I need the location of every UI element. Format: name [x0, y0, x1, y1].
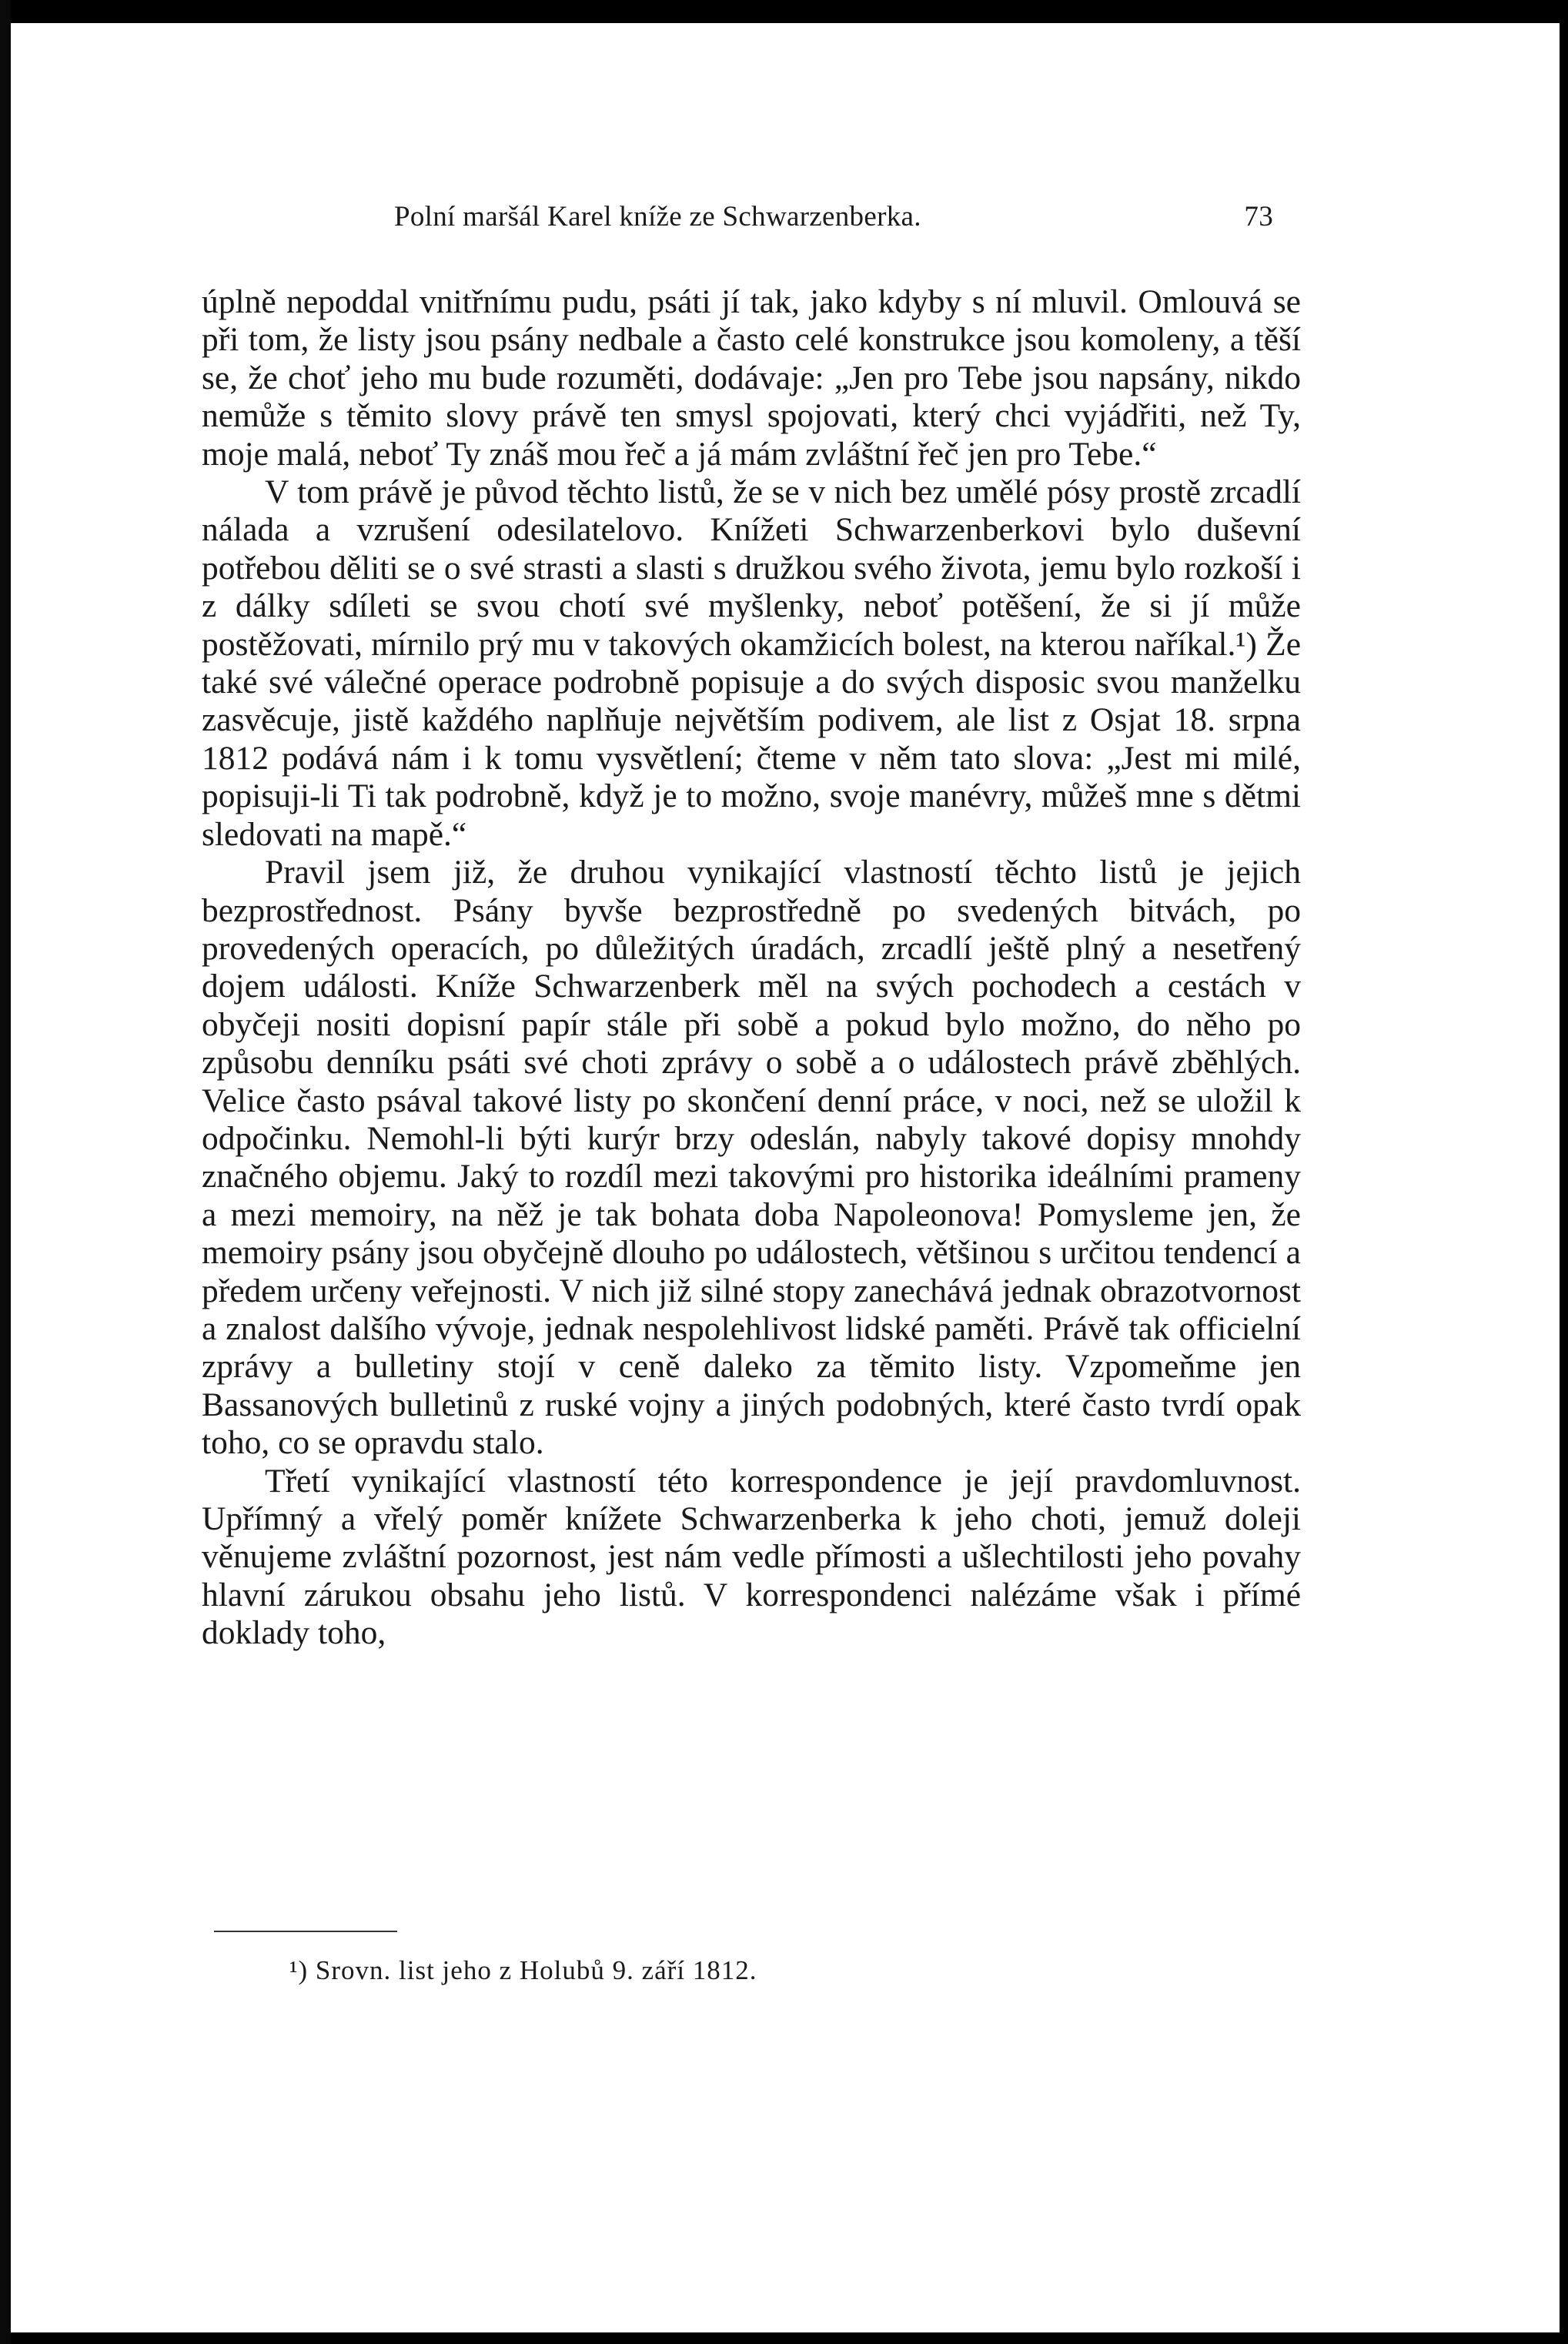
footnote-separator	[214, 1931, 397, 1932]
paragraph-1: úplně nepoddal vnitřnímu pudu, psáti jí tak, jako kdyby s ní mluvil. Omlouvá se při tom, že listy jsou psány nedbale a často celé konstrukce jsou komoleny, a těší se, že choť jeho mu bude rozuměti, dodávaje: „Jen pro Tebe jsou napsány, nikdo nemůže s těmito slovy právě ten smysl spojovati, který chci vyjádřiti, než Ty, moje malá, neboť Ty znáš mou řeč a já mám zvláštní řeč jen pro Tebe.“	[202, 283, 1301, 473]
paragraph-3: Pravil jsem již, že druhou vynikající vlastností těchto listů je jejich bezprostřednost. Psány byvše bezprostředně po svedených bitvách, po provedených operacích, po důležitých úradách, zrcadlí ještě plný a nesetřený dojem události. Kníže Schwarzenberk měl na svých pochodech a cestách v obyčeji nositi dopisní papír stále při sobě a pokud bylo možno, do něho po způsobu denníku psáti své choti zprávy o sobě a o událostech právě zběhlých. Velice často psával takové listy po skončení denní práce, v noci, než se uložil k odpočinku. Nemohl-li býti kurýr brzy odeslán, nabyly takové dopisy mnohdy značného objemu. Jaký to rozdíl mezi takovými pro historika ideálními prameny a mezi memoiry, na něž je tak bohata doba Napoleonova! Pomysleme jen, že memoiry psány jsou obyčejně dlouho po událostech, většinou s určitou tendencí a předem určeny veřejnosti. V nich již silné stopy zanechává jednak obrazotvornost a znalost dalšího vývoje, jednak nespolehlivost lidské paměti. Právě tak officielní zprávy a bulletiny stojí v ceně daleko za těmito listy. Vzpomeňme jen Bassanových bulletinů z ruské vojny a jiných podobných, které často tvrdí opak toho, co se opravdu stalo.	[202, 854, 1301, 1462]
scan-edge	[0, 0, 11, 2344]
body-text	[202, 283, 1301, 1653]
paragraph-2: V tom právě je původ těchto listů, že se v nich bez umělé pósy prostě zrcadlí nálada a vzrušení odesilatelovo. Knížeti Schwarzenberkovi bylo duševní potřebou děliti se o své strasti a slasti s družkou svého života, jemu bylo rozkoší i z dálky sdíleti se svou chotí své myšlenky, neboť potěšení, že si jí může postěžovati, mírnilo prý mu v takových okamžicích bolest, na kterou naříkal.¹) Že také své válečné operace podrobně popisuje a do svých disposic svou manželku zasvěcuje, jistě každého naplňuje největším podivem, ale list z Osjat 18. srpna 1812 podává nám i k tomu vysvětlení; čteme v něm tato slova: „Jest mi milé, popisuji-li Ti tak podrobně, když je to možno, svoje manévry, můžeš mne s dětmi sledovati na mapě.“	[202, 473, 1301, 853]
footnote: ¹) Srovn. list jeho z Holubů 9. září 1812.	[289, 1955, 757, 1985]
page-number: 73	[1244, 201, 1273, 232]
header-title: Polní maršál Karel kníže ze Schwarzenberka.	[394, 201, 921, 232]
paragraph-4: Třetí vynikající vlastností této korrespondence je její pravdomluvnost. Upřímný a vřelý poměr knížete Schwarzenberka k jeho choti, jemuž doleji věnujeme zvláštní pozornost, jest nám vedle přímosti a ušlechtilosti jeho povahy hlavní zárukou obsahu jeho listů. V korrespondenci nalézáme však i přímé doklady toho,	[202, 1462, 1301, 1652]
